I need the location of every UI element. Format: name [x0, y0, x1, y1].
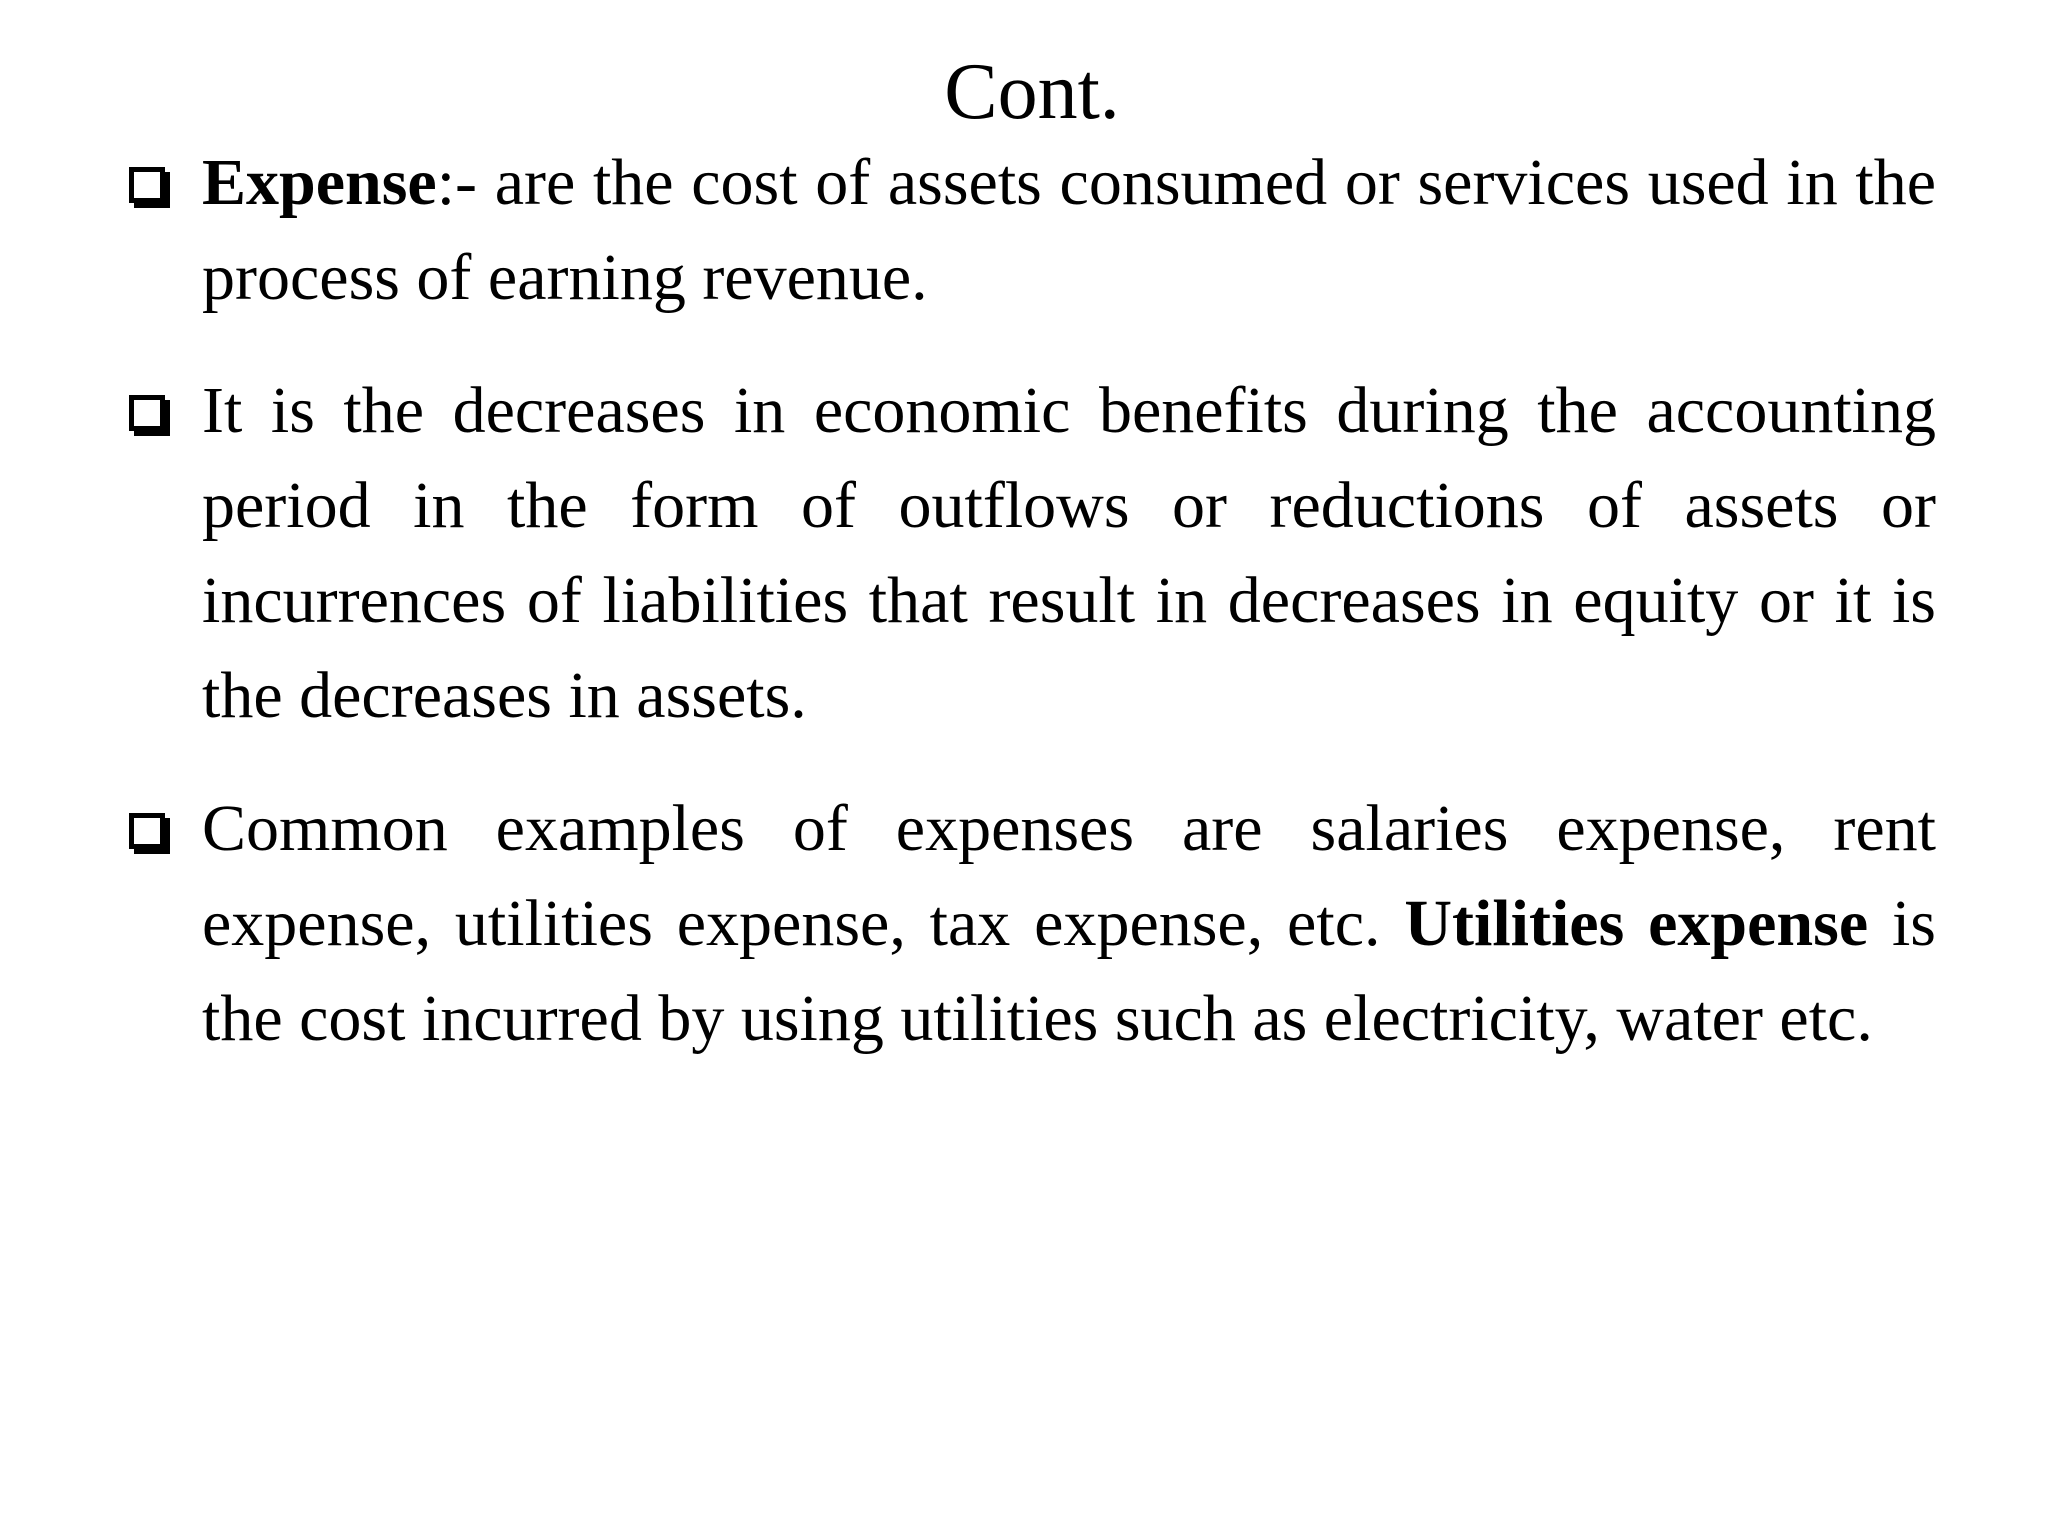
- term-separator: :-: [436, 146, 495, 219]
- hollow-square-bullet-icon: [129, 395, 165, 431]
- utilities-definition-text: is the cost incurred by using utilities such as electricity, water etc.: [202, 887, 1936, 1055]
- bullet-text: [202, 781, 1936, 1066]
- bullet-text: [202, 135, 1936, 325]
- term-expense: Expense: [202, 146, 437, 219]
- hollow-square-bullet-icon: [129, 813, 165, 849]
- slide-title: Cont.: [944, 48, 1120, 136]
- term-utilities-expense: Utilities expense: [1404, 887, 1869, 960]
- bullet-text: It is the decreases in economic benefits during the accounting period in the form of outflows or reductions of assets or incurrences of liabilities that result in decreases in equity or it is the decreases in assets.: [202, 374, 1936, 732]
- hollow-square-bullet-icon: [129, 167, 165, 203]
- definition-text: are the cost of assets consumed or services used in the process of earning revenue.: [202, 146, 1936, 314]
- examples-text: Common examples of expenses are salaries expense, rent expense, utilities expense, tax expense, etc.: [202, 792, 1936, 960]
